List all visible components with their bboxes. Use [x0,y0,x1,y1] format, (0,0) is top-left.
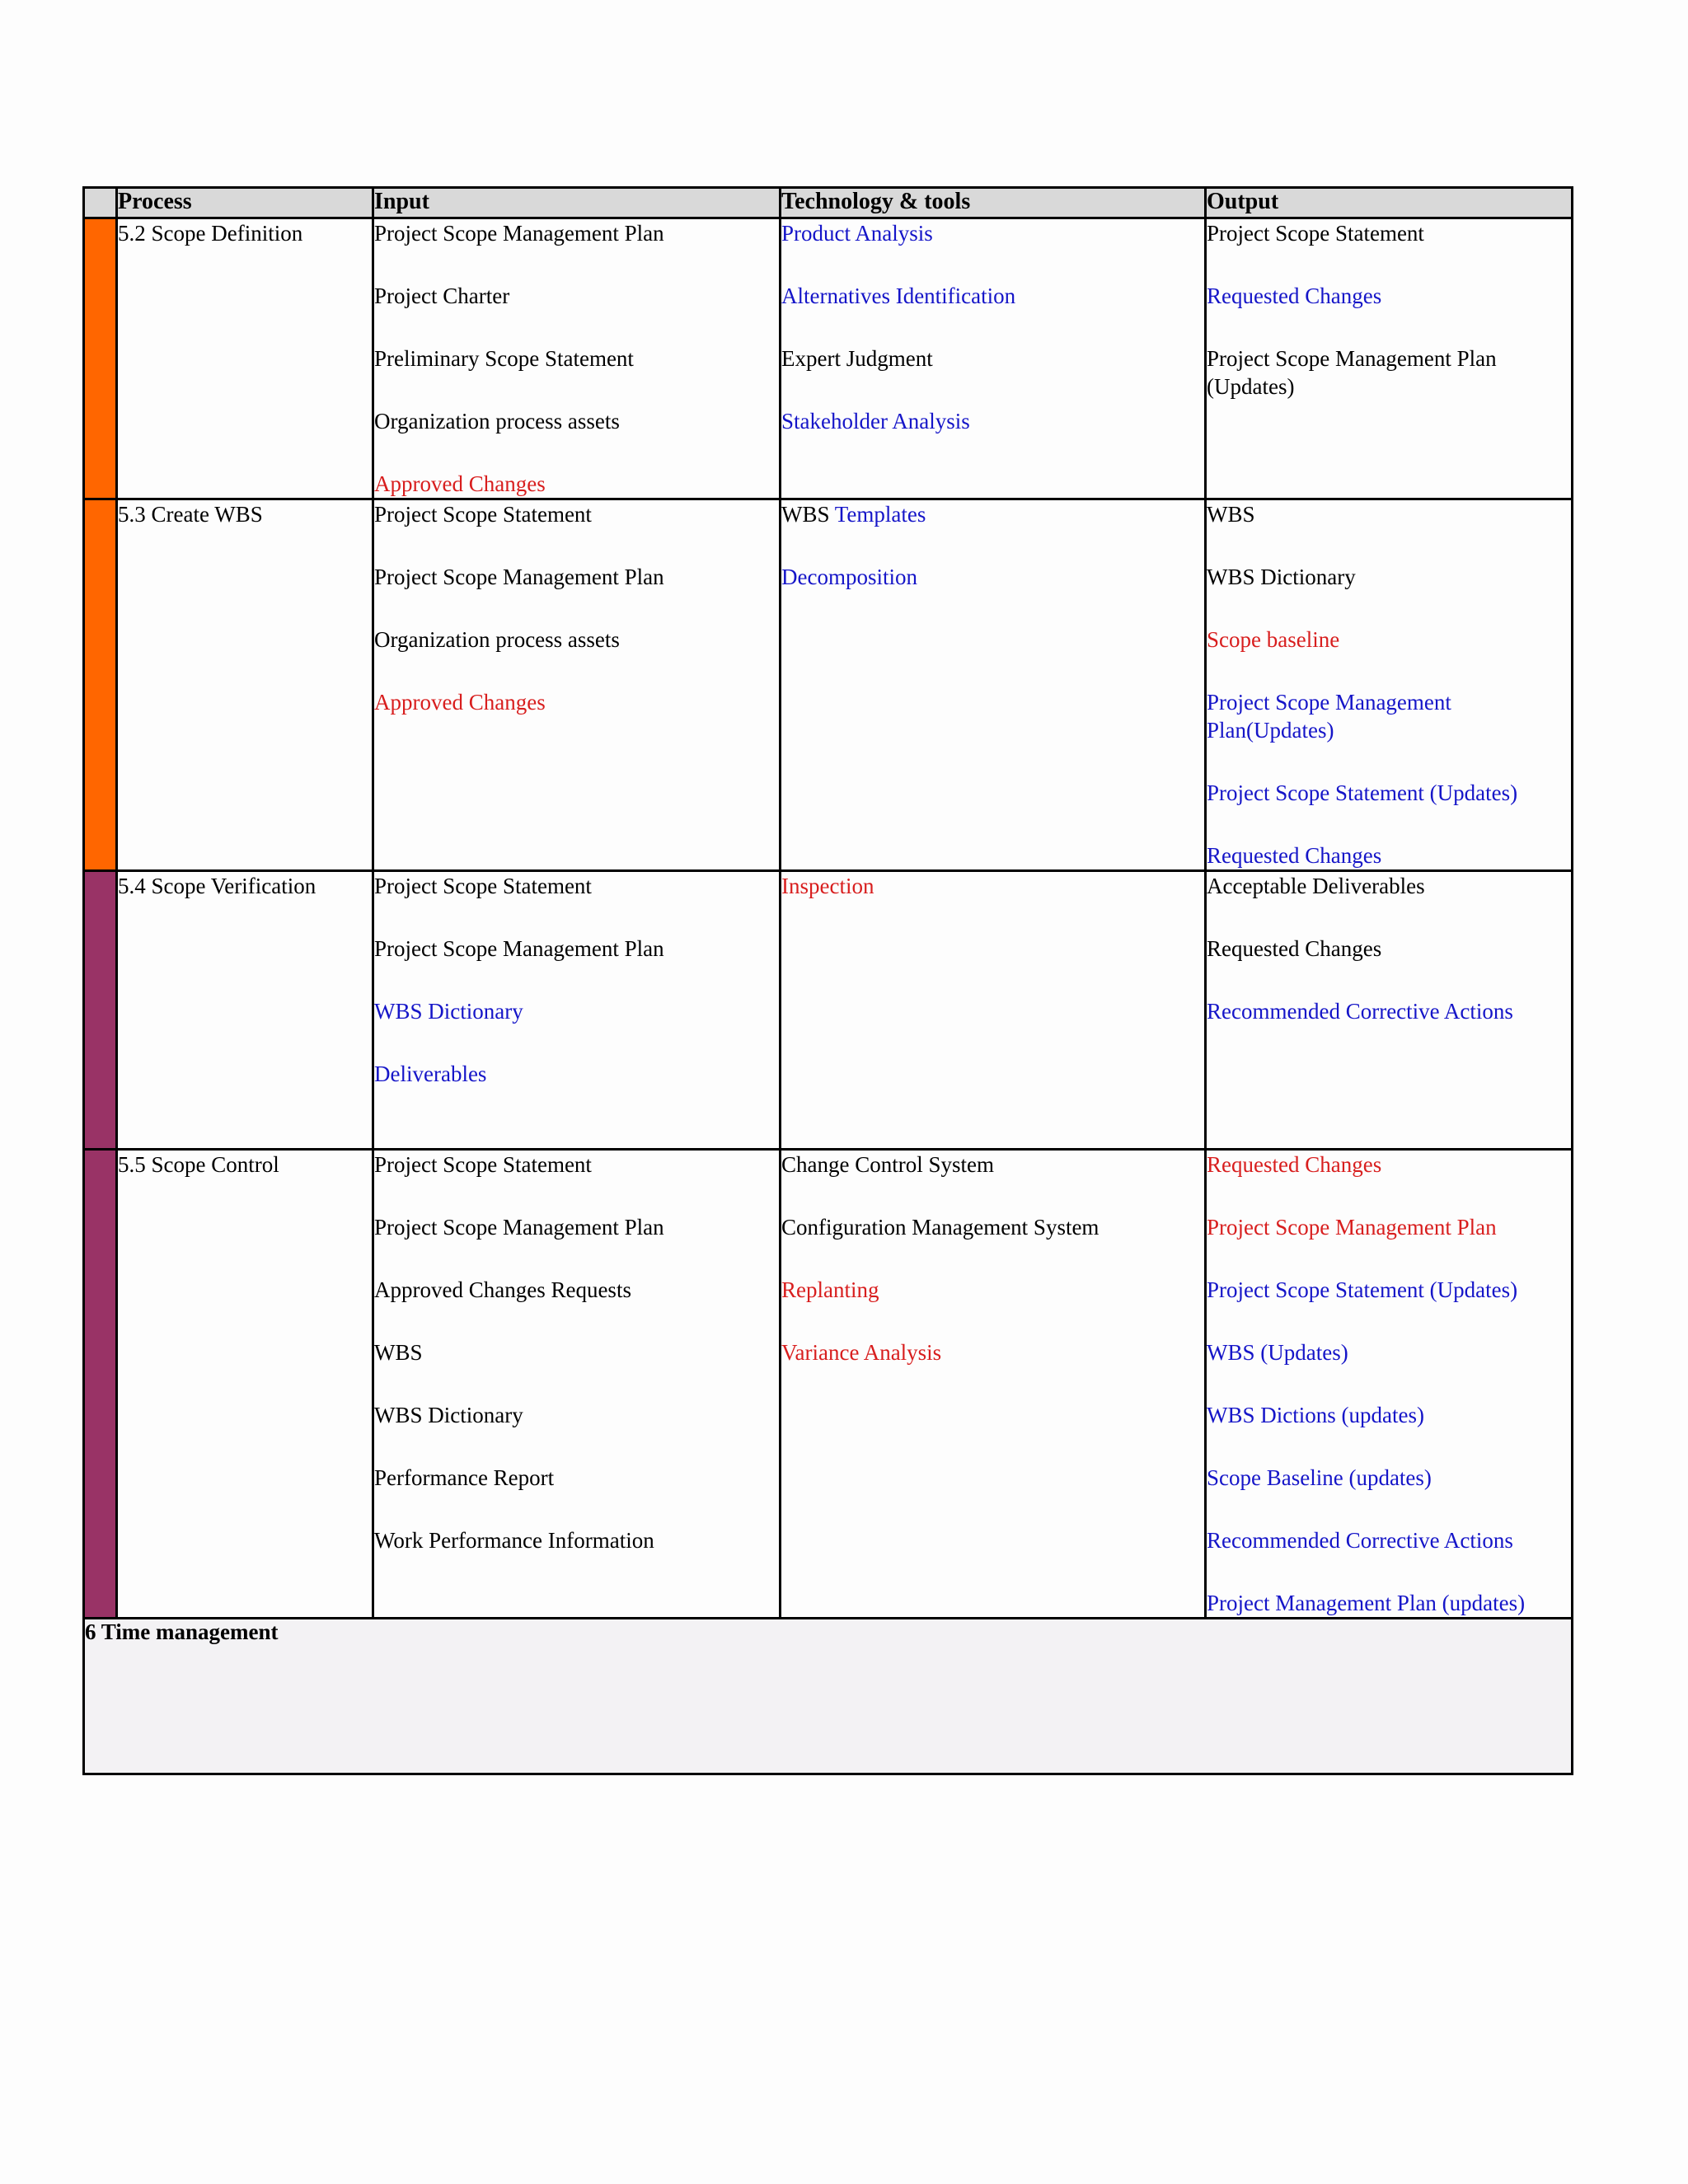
cell-entry [374,688,779,716]
input-cell [373,871,781,1150]
cell-entry-text: Requested Changes [1207,843,1382,868]
cell-entry-text: Product Analysis [781,221,933,246]
cell-entry [374,1276,779,1304]
cell-entry [1207,997,1571,1025]
cell-entry [374,1401,779,1429]
cell-entry [1207,500,1571,528]
cell-entry [374,1526,779,1554]
cell-entry [374,563,779,591]
cell-entry-text: Variance Analysis [781,1340,942,1365]
cell-entry [1207,935,1571,963]
process-name: 5.4 Scope Verification [118,874,316,898]
cell-entry [1207,1464,1571,1492]
cell-entry [374,1151,779,1179]
cell-entry [374,407,779,435]
cell-entry-text: Organization process assets [374,627,620,652]
cell-entry [1207,1589,1571,1617]
cell-entry-text: Approved Changes [374,471,546,496]
tools-cell [781,871,1206,1150]
cell-entry-text: WBS [781,502,830,527]
cell-entry [1207,1526,1571,1554]
cell-entry [781,344,1204,373]
cell-entry [781,872,1204,900]
cell-entry-text: Recommended Corrective Actions [1207,999,1513,1024]
cell-entry-text: Approved Changes Requests [374,1277,631,1302]
cell-entry [374,344,779,373]
cell-entry-text: Project Scope Statement [374,1152,592,1177]
tools-cell [781,218,1206,499]
cell-entry-text: Organization process assets [374,409,620,434]
cell-entry [781,563,1204,591]
cell-entry-text: WBS Dictionary [1207,565,1356,589]
cell-entry [1207,1276,1571,1304]
row-color-strip [84,871,117,1150]
process-name: 5.5 Scope Control [118,1152,279,1177]
output-cell [1206,218,1573,499]
cell-entry-text: WBS [374,1340,423,1365]
table-row [84,1150,1573,1619]
cell-entry-text: Requested Changes [1207,284,1382,308]
cell-entry-text: Inspection [781,874,874,898]
cell-entry [374,282,779,310]
cell-entry-text: Decomposition [781,565,917,589]
cell-entry [1207,219,1571,247]
cell-entry-text: Change Control System [781,1152,994,1177]
cell-entry [781,500,1204,528]
cell-entry [374,997,779,1025]
input-cell [373,1150,781,1619]
output-cell [1206,499,1573,871]
cell-entry-text: Project Scope Management Plan [374,1215,664,1240]
cell-entry-suffix: Templates [829,502,926,527]
cell-entry-text: Project Scope Management Plan [374,221,664,246]
cell-entry [374,626,779,654]
cell-entry-text: Project Management Plan (updates) [1207,1591,1526,1615]
cell-entry-text: Project Scope Statement [374,502,592,527]
header-process: Process [117,188,373,218]
cell-entry [1207,779,1571,807]
cell-entry-text: Project Scope Management Plan [374,565,664,589]
process-table [82,186,1573,1775]
table-row [84,218,1573,499]
cell-entry-text: Project Scope Statement [374,874,592,898]
cell-entry [781,1151,1204,1179]
cell-entry-text: Project Scope Management Plan [374,936,664,961]
cell-entry [1207,1213,1571,1241]
cell-entry-text: WBS Dictions (updates) [1207,1403,1424,1427]
footer-row [84,1619,1573,1774]
cell-entry [374,470,779,498]
cell-entry-text: Recommended Corrective Actions [1207,1528,1513,1553]
process-cell [117,1150,373,1619]
cell-entry [1207,841,1571,869]
cell-entry [374,935,779,963]
cell-entry-text: Replanting [781,1277,879,1302]
output-cell [1206,1150,1573,1619]
cell-entry [781,219,1204,247]
header-strip-cell [84,188,117,218]
cell-entry-text: Project Scope Management Plan(Updates) [1207,690,1451,743]
cell-entry [374,219,779,247]
row-color-strip [84,218,117,499]
cell-entry [1207,563,1571,591]
cell-entry-text: Project Scope Statement (Updates) [1207,780,1518,805]
header-output: Output [1206,188,1573,218]
output-cell [1206,871,1573,1150]
cell-entry-text: WBS Dictionary [374,999,523,1024]
cell-entry-text: Project Scope Management Plan [1207,1215,1497,1240]
cell-entry-text: Deliverables [374,1062,487,1086]
cell-entry-text: Preliminary Scope Statement [374,346,634,371]
cell-entry [781,1213,1204,1241]
cell-entry [374,872,779,900]
process-table-sheet [82,186,1571,1775]
cell-entry [1207,1338,1571,1366]
cell-entry [1207,872,1571,900]
cell-entry [1207,688,1571,744]
cell-entry-text: Work Performance Information [374,1528,654,1553]
cell-entry-text: Scope baseline [1207,627,1340,652]
cell-entry-text: WBS Dictionary [374,1403,523,1427]
process-name: 5.3 Create WBS [118,502,263,527]
header-row [84,188,1573,218]
cell-entry-text: Requested Changes [1207,936,1382,961]
table-row [84,871,1573,1150]
cell-entry [781,1276,1204,1304]
cell-entry-text: Acceptable Deliverables [1207,874,1425,898]
section-title: 6 Time management [85,1619,279,1644]
cell-entry-text: Expert Judgment [781,346,933,371]
cell-entry-text: Alternatives Identification [781,284,1016,308]
process-cell [117,871,373,1150]
cell-entry [374,1213,779,1241]
header-input: Input [373,188,781,218]
cell-entry [1207,626,1571,654]
cell-entry-text: Performance Report [374,1465,555,1490]
cell-entry [781,282,1204,310]
cell-entry-text: Requested Changes [1207,1152,1382,1177]
process-name: 5.2 Scope Definition [118,221,303,246]
cell-entry [374,500,779,528]
cell-entry [781,1338,1204,1366]
cell-entry [374,1060,779,1088]
cell-entry [1207,344,1571,401]
process-cell [117,218,373,499]
cell-entry-text: Project Scope Statement (Updates) [1207,1277,1518,1302]
cell-entry-text: Scope Baseline (updates) [1207,1465,1432,1490]
cell-entry [374,1338,779,1366]
tools-cell [781,1150,1206,1619]
cell-entry-text: Configuration Management System [781,1215,1100,1240]
cell-entry-text: Approved Changes [374,690,546,715]
section-footer [84,1619,1573,1774]
cell-entry [1207,1401,1571,1429]
cell-entry [781,407,1204,435]
process-cell [117,499,373,871]
cell-entry [1207,282,1571,310]
cell-entry-text: Project Scope Statement [1207,221,1424,246]
cell-entry [374,1464,779,1492]
cell-entry-text: Stakeholder Analysis [781,409,970,434]
cell-entry-text: Project Scope Management Plan (Updates) [1207,346,1497,399]
input-cell [373,218,781,499]
cell-entry [1207,1151,1571,1179]
input-cell [373,499,781,871]
header-tools: Technology & tools [781,188,1206,218]
row-color-strip [84,499,117,871]
table-row [84,499,1573,871]
cell-entry-text: Project Charter [374,284,510,308]
cell-entry-text: WBS (Updates) [1207,1340,1348,1365]
tools-cell [781,499,1206,871]
cell-entry-text: WBS [1207,502,1255,527]
row-color-strip [84,1150,117,1619]
